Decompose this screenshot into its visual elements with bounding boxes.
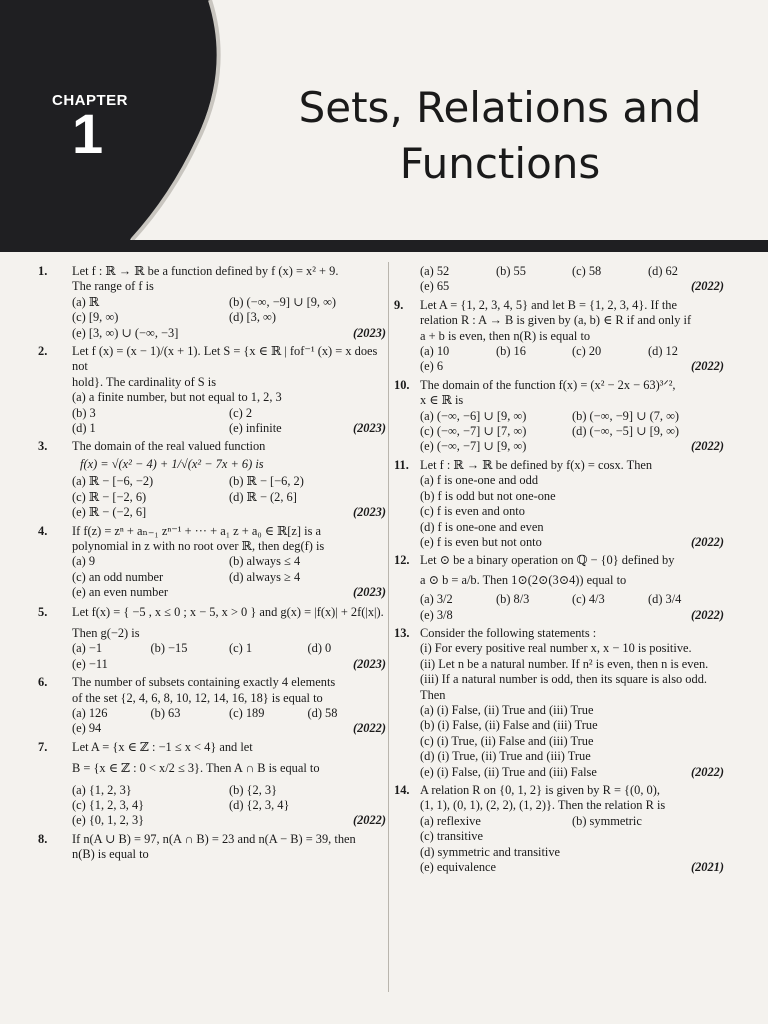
question-number: 8. xyxy=(38,831,48,846)
option-e: (e) {0, 1, 2, 3} xyxy=(72,813,145,828)
year-label: (2023) xyxy=(352,325,386,340)
options xyxy=(420,264,724,279)
question-text: The number of subsets containing exactly 4 elements xyxy=(72,675,336,690)
question-text: relation R : A → B is given by (a, b) ∈ R if and only if xyxy=(420,313,692,328)
option-e-row xyxy=(72,326,386,341)
option-d: (d) ℝ − (2, 6] xyxy=(229,489,297,504)
year-label: (2022) xyxy=(690,534,724,549)
year-label: (2023) xyxy=(352,421,386,436)
option-a: (a) {1, 2, 3} xyxy=(72,782,132,797)
option-a: (a) 9 xyxy=(72,554,96,569)
option-e-row xyxy=(72,505,386,520)
option-e-row xyxy=(72,721,386,736)
year-label: (2022) xyxy=(690,764,724,779)
chapter-title xyxy=(260,80,740,192)
year-label: (2022) xyxy=(690,439,724,454)
option-a: (a) 126 xyxy=(72,705,108,720)
question-text: Let A = {x ∈ ℤ : −1 ≤ x < 4} and let xyxy=(72,739,253,754)
option-e: (e) equivalence xyxy=(420,860,497,875)
options xyxy=(72,390,386,421)
option-e-row xyxy=(72,657,386,672)
options xyxy=(72,554,386,585)
option-e-row xyxy=(420,860,724,875)
year-label: (2023) xyxy=(352,656,386,671)
option-e: (e) (i) False, (ii) True and (iii) False xyxy=(420,764,597,779)
question-text: If f(z) = zⁿ + aₙ₋₁ zⁿ⁻¹ + ··· + a₁ z + a₀ ∈ ℝ[z] is a xyxy=(72,523,322,538)
year-label: (2022) xyxy=(352,813,386,828)
option-e: (e) [3, ∞) ∪ (−∞, −3] xyxy=(72,325,179,340)
option-c: (c) an odd number xyxy=(72,569,164,584)
option-d: (d) 62 xyxy=(648,264,678,278)
options xyxy=(72,474,386,505)
question-text: Let f (x) = (x − 1)/(x + 1). Let S = {x ∈ ℝ | fof⁻¹ (x) = x does not xyxy=(72,344,378,374)
question-text: Let A = {1, 2, 3, 4, 5} and let B = {1, 2, 3, 4}. If the xyxy=(420,297,677,312)
option-a: (a) f is one-one and odd xyxy=(420,473,539,488)
year-label: (2023) xyxy=(352,585,386,600)
option-e-row xyxy=(420,359,724,374)
options xyxy=(420,409,724,440)
question-text: The domain of the real valued function xyxy=(72,439,266,454)
banner-rule xyxy=(0,240,768,252)
question-7 xyxy=(38,740,386,829)
option-e: (e) (−∞, −7] ∪ [9, ∞) xyxy=(420,439,527,454)
question-text: Let f : ℝ → ℝ be a function defined by f (x) = x² + 9. xyxy=(72,264,339,278)
question-3 xyxy=(38,439,386,520)
option-a: (a) (i) False, (ii) True and (iii) True xyxy=(420,702,594,717)
option-d: (d) 12 xyxy=(648,344,678,359)
option-c: (c) 2 xyxy=(229,405,253,420)
question-number: 3. xyxy=(38,439,48,454)
question-1 xyxy=(38,264,386,341)
question-text: a ⊙ b = a/b. Then 1⊙(2⊙(3⊙4)) equal to xyxy=(420,572,627,587)
option-d: (d) (i) True, (ii) True and (iii) True xyxy=(420,749,591,764)
question-6 xyxy=(38,675,386,737)
option-e: (e) 94 xyxy=(72,721,102,736)
option-e-row xyxy=(420,535,724,550)
question-number: 10. xyxy=(394,377,410,392)
option-c: (c) (−∞, −7] ∪ [7, ∞) xyxy=(420,424,527,439)
question-8 xyxy=(38,832,386,863)
question-text: Let ⊙ be a binary operation on ℚ − {0} defined by xyxy=(420,553,675,568)
question-formula: f(x) = √(x² − 4) + 1/√(x² − 7x + 6) is xyxy=(80,456,264,471)
question-number: 13. xyxy=(394,625,410,640)
question-number: 5. xyxy=(38,604,48,619)
option-e: (e) −11 xyxy=(72,656,108,671)
title-line-1: Sets, Relations and xyxy=(298,83,702,132)
option-d: (d) (−∞, −5] ∪ [9, ∞) xyxy=(572,424,680,439)
option-b: (b) 3 xyxy=(72,405,96,420)
option-b: (b) symmetric xyxy=(572,813,642,828)
option-c: (c) transitive xyxy=(420,829,483,844)
question-12 xyxy=(394,553,724,623)
chapter-label: CHAPTER xyxy=(52,92,129,109)
option-e: (e) infinite xyxy=(229,421,282,436)
option-c: (c) ℝ − [−2, 6) xyxy=(72,489,147,504)
option-e-row xyxy=(72,813,386,828)
question-8-continued xyxy=(394,264,724,295)
option-b: (b) 16 xyxy=(496,344,526,359)
question-text: polynomial in z with no root over ℝ, then deg(f) is xyxy=(72,538,325,553)
question-5 xyxy=(38,605,386,673)
question-text: Consider the following statements : xyxy=(420,625,597,640)
question-text: n(B) is equal to xyxy=(72,847,149,862)
option-a: (a) 3/2 xyxy=(420,592,453,607)
question-number: 9. xyxy=(394,297,404,312)
option-c: (c) 4/3 xyxy=(572,592,605,607)
question-number: 14. xyxy=(394,783,410,797)
question-text: Let f : ℝ → ℝ be defined by f(x) = cosx. Then xyxy=(420,457,653,472)
question-number: 12. xyxy=(394,553,410,568)
question-text: Let f(x) = { −5 , x ≤ 0 ; x − 5, x > 0 } and g(x) = |f(x)| + 2f(|x|). xyxy=(72,604,384,619)
option-d: (d) 1 xyxy=(72,421,96,436)
question-9 xyxy=(394,298,724,375)
year-label: (2023) xyxy=(352,505,386,520)
option-b: (b) 55 xyxy=(496,264,526,278)
option-b: (b) {2, 3} xyxy=(229,782,278,797)
year-label: (2022) xyxy=(352,721,386,736)
left-column xyxy=(38,264,386,866)
question-11 xyxy=(394,458,724,550)
option-d: (d) f is one-one and even xyxy=(420,519,544,534)
option-e: (e) f is even but not onto xyxy=(420,534,542,549)
option-e: (e) 6 xyxy=(420,359,444,374)
option-a: (a) ℝ xyxy=(72,294,100,309)
option-d: (d) 0 xyxy=(307,641,332,656)
question-text: B = {x ∈ ℤ : 0 < x/2 ≤ 3}. Then A ∩ B is equal to xyxy=(72,761,320,776)
question-text: The domain of the function f(x) = (x² − 2x − 63)³ᐟ², xyxy=(420,377,676,392)
option-c: (c) 189 xyxy=(229,705,265,720)
option-e-row xyxy=(420,608,724,623)
option-e: (e) an even number xyxy=(72,585,168,600)
column-divider xyxy=(388,262,389,992)
question-number: 11. xyxy=(394,457,409,472)
option-a: (a) 10 xyxy=(420,344,450,359)
option-d: (d) {2, 3, 4} xyxy=(229,798,290,812)
statement-ii: (ii) Let n be a natural number. If n² is even, then n is even. xyxy=(420,656,709,671)
question-text: a + b is even, then n(R) is equal to xyxy=(420,328,591,343)
option-e-row xyxy=(420,279,724,294)
option-e: (e) 3/8 xyxy=(420,607,453,622)
option-c: (c) (i) True, (ii) False and (iii) True xyxy=(420,733,594,748)
question-text: The range of f is xyxy=(72,279,154,294)
option-e-row xyxy=(420,439,724,454)
option-b: (b) (i) False, (ii) False and (iii) True xyxy=(420,718,598,733)
question-text: x ∈ ℝ is xyxy=(420,393,464,408)
option-de-row xyxy=(72,421,386,436)
question-14 xyxy=(394,783,724,875)
statement-iii: (iii) If a natural number is odd, then its square is also odd. xyxy=(420,672,707,687)
question-text: Then g(−2) is xyxy=(72,625,140,640)
option-d: (d) symmetric and transitive xyxy=(420,844,561,859)
option-a: (a) ℝ − [−6, −2) xyxy=(72,474,154,489)
option-b: (b) 63 xyxy=(150,705,181,720)
options xyxy=(420,344,724,359)
option-e-row xyxy=(420,765,724,780)
option-a: (a) reflexive xyxy=(420,813,481,828)
question-text: A relation R on {0, 1, 2} is given by R = {(0, 0), xyxy=(420,783,660,797)
year-label: (2022) xyxy=(690,607,724,622)
options xyxy=(420,814,724,860)
option-b: (b) always ≤ 4 xyxy=(229,554,301,569)
question-number: 1. xyxy=(38,264,48,278)
option-b: (b) 8/3 xyxy=(496,592,530,607)
option-c: (c) 58 xyxy=(572,264,602,278)
question-number: 4. xyxy=(38,523,48,538)
options xyxy=(72,641,386,656)
option-b: (b) −15 xyxy=(150,641,188,656)
option-e-row xyxy=(72,585,386,600)
option-c: (c) [9, ∞) xyxy=(72,310,119,325)
options xyxy=(72,706,386,721)
question-text: (1, 1), (0, 1), (2, 2), (1, 2)}. Then the relation R is xyxy=(420,798,666,813)
option-b: (b) (−∞, −9] ∪ [9, ∞) xyxy=(229,294,337,309)
question-10 xyxy=(394,378,724,455)
option-b: (b) ℝ − [−6, 2) xyxy=(229,474,304,489)
chapter-number: 1 xyxy=(72,102,104,165)
options xyxy=(420,592,724,607)
option-c: (c) {1, 2, 3, 4} xyxy=(72,798,145,812)
question-number: 2. xyxy=(38,344,48,359)
option-a: (a) (−∞, −6] ∪ [9, ∞) xyxy=(420,408,527,423)
question-text: of the set {2, 4, 6, 8, 10, 12, 14, 16, 18} is equal to xyxy=(72,690,323,705)
option-c: (c) 20 xyxy=(572,344,602,359)
option-a: (a) 52 xyxy=(420,264,450,278)
options xyxy=(72,295,386,326)
then-label: Then xyxy=(420,687,446,702)
option-c: (c) 1 xyxy=(229,641,253,656)
question-text: If n(A ∪ B) = 97, n(A ∩ B) = 23 and n(A − B) = 39, then xyxy=(72,831,356,846)
question-number: 7. xyxy=(38,739,48,754)
option-c: (c) f is even and onto xyxy=(420,504,525,519)
banner-dark-shape xyxy=(0,0,217,240)
question-2 xyxy=(38,344,386,436)
question-13 xyxy=(394,626,724,780)
option-d: (d) 3/4 xyxy=(648,592,682,607)
year-label: (2022) xyxy=(690,279,724,294)
option-d: (d) [3, ∞) xyxy=(229,310,277,325)
right-column xyxy=(394,264,724,878)
question-4 xyxy=(38,524,386,601)
title-line-2: Functions xyxy=(399,139,601,188)
question-number: 6. xyxy=(38,675,48,690)
option-a: (a) a finite number, but not equal to 1, 2, 3 xyxy=(72,390,282,405)
question-text: hold}. The cardinality of S is xyxy=(72,374,217,389)
option-b: (b) f is odd but not one-one xyxy=(420,488,556,503)
options xyxy=(72,783,386,814)
statement-i: (i) For every positive real number x, x − 10 is positive. xyxy=(420,641,692,656)
year-label: (2021) xyxy=(690,860,724,875)
chapter-banner xyxy=(0,0,768,262)
option-b: (b) (−∞, −9] ∪ (7, ∞) xyxy=(572,408,680,423)
year-label: (2022) xyxy=(690,359,724,374)
option-d: (d) 58 xyxy=(307,705,338,720)
option-d: (d) always ≥ 4 xyxy=(229,569,301,584)
option-a: (a) −1 xyxy=(72,641,103,656)
option-e: (e) 65 xyxy=(420,279,450,294)
option-e: (e) ℝ − (−2, 6] xyxy=(72,505,147,520)
